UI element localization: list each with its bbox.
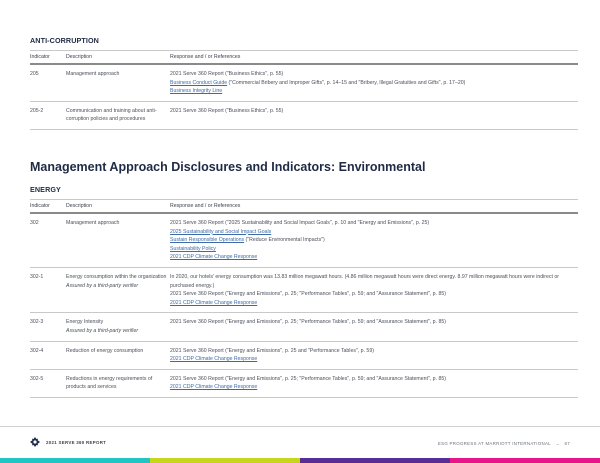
response-cell <box>170 213 578 267</box>
reference-link[interactable]: Business Integrity Line <box>170 88 223 95</box>
description-text: Management approach <box>66 219 120 226</box>
footer-report-title: 2021 SERVE 360 REPORT <box>46 439 107 445</box>
reference-link[interactable]: 2025 Sustainability and Social Impact Goals <box>170 228 272 235</box>
color-bar-lime <box>150 458 300 463</box>
reference-text: ("Commercial Bribery and Improper Gifts", p. 14–15 and "Bribery, Illegal Gratuities and Gifts", p. 17–20) <box>227 79 466 86</box>
response-line <box>170 273 578 290</box>
header-description: Description <box>66 54 92 60</box>
table-header <box>30 199 578 213</box>
indicator-code: 302-3 <box>30 319 44 326</box>
indicator-code: 302-1 <box>30 273 44 280</box>
response-line <box>170 219 578 228</box>
reference-text: 2021 Serve 360 Report ("2025 Sustainability and Social Impact Goals", p. 10 and "Energy and Emissions", p. 25) <box>170 219 430 226</box>
reference-link[interactable]: Sustain Responsible Operations <box>170 237 245 244</box>
color-bar-purple <box>300 458 450 463</box>
footer-divider <box>0 426 600 427</box>
response-cell <box>170 267 578 312</box>
assured-note: Assured by a third-party verifier <box>66 327 139 334</box>
indicator-description <box>66 313 170 341</box>
table-row <box>30 267 578 312</box>
indicator-code: 302-4 <box>30 347 44 354</box>
response-line <box>170 375 578 384</box>
anti-corruption-label: ANTI-CORRUPTION <box>30 36 99 45</box>
header-response: Response and / or References <box>170 54 241 60</box>
reference-text: 2021 Serve 360 Report ("Energy and Emissions", p. 25 and "Performance Tables", p. 59) <box>170 347 374 354</box>
reference-text: ("Reduce Environmental Impacts") <box>244 237 325 244</box>
response-line <box>170 299 578 308</box>
reference-text: 2021 Serve 360 Report ("Business Ethics", p. 55) <box>170 107 284 114</box>
description-text: Energy Intensity <box>66 319 104 326</box>
table-header <box>30 51 578 65</box>
header-indicator: Indicator <box>30 54 50 60</box>
page-content <box>30 0 578 398</box>
reference-text: In 2020, our hotels' energy consumption was 13.83 million megawatt hours. (4.86 million megawatt hours were direct energy. 8.97 million megawatt hours were indirect or purchased energy.) <box>170 273 559 289</box>
indicator-code: 302-5 <box>30 375 44 382</box>
reference-text: 2021 Serve 360 Report ("Energy and Emissions", p. 25; "Performance Tables", p. 59; and "Assurance Statement", p. 85) <box>170 291 446 298</box>
indicator-description <box>66 213 170 267</box>
response-line <box>170 79 578 88</box>
footer-section-link[interactable]: ESG PROGRESS AT MARRIOTT INTERNATIONAL <box>437 441 551 446</box>
description-text: Communication and training about anti-corruption policies and procedures <box>66 107 157 123</box>
response-line <box>170 383 578 392</box>
section-title: Management Approach Disclosures and Indicators: Environmental <box>30 159 426 174</box>
description-text: Management approach <box>66 71 120 77</box>
table-row <box>30 213 578 267</box>
table-row <box>30 64 578 101</box>
color-bar-magenta <box>450 458 600 463</box>
response-line <box>170 236 578 245</box>
response-cell <box>170 101 578 129</box>
assured-note: Assured by a third-party verifier <box>66 282 139 289</box>
indicator-description <box>66 369 170 397</box>
header-response: Response and / or References <box>170 202 241 209</box>
energy-label: ENERGY <box>30 184 61 194</box>
table-row <box>30 369 578 397</box>
header-description: Description <box>66 202 92 209</box>
energy-table <box>30 199 578 398</box>
footer-nav[interactable] <box>438 441 570 446</box>
indicator-code: 205-2 <box>30 107 44 114</box>
indicator-description <box>66 64 170 101</box>
footer-brand <box>30 437 106 447</box>
response-line <box>170 245 578 254</box>
description-text: Reductions in energy requirements of products and services <box>66 375 153 391</box>
indicator-code: 205 <box>30 71 39 77</box>
reference-link[interactable]: 2021 CDP Climate Change Response <box>170 384 258 391</box>
reference-link[interactable]: 2021 CDP Climate Change Response <box>170 254 258 261</box>
response-cell <box>170 64 578 101</box>
response-line <box>170 318 578 327</box>
response-line <box>170 347 578 356</box>
indicator-description <box>66 341 170 369</box>
arrow-right-icon: → <box>555 441 560 446</box>
response-line <box>170 228 578 237</box>
indicator-description <box>66 101 170 129</box>
response-cell <box>170 313 578 341</box>
reference-link[interactable]: Business Conduct Guide <box>170 79 228 86</box>
anti-corruption-table <box>30 50 578 130</box>
page-number: 67 <box>564 441 570 446</box>
response-line <box>170 253 578 262</box>
reference-link[interactable]: Sustainability Policy <box>170 245 216 252</box>
response-line <box>170 107 578 116</box>
response-line <box>170 290 578 299</box>
reference-text: 2021 Serve 360 Report ("Energy and Emissions", p. 25; "Performance Tables", p. 59; and "Assurance Statement", p. 85) <box>170 375 446 382</box>
indicator-description <box>66 267 170 312</box>
table-row <box>30 101 578 129</box>
color-bar-teal <box>0 458 150 463</box>
reference-link[interactable]: 2021 CDP Climate Change Response <box>170 356 258 363</box>
indicator-code: 302 <box>30 219 39 226</box>
table-row <box>30 313 578 341</box>
response-line <box>170 87 578 96</box>
header-indicator: Indicator <box>30 202 50 209</box>
table-row <box>30 341 578 369</box>
reference-text: 2021 Serve 360 Report ("Business Ethics", p. 55) <box>170 71 284 77</box>
reference-link[interactable]: 2021 CDP Climate Change Response <box>170 299 258 306</box>
response-cell <box>170 369 578 397</box>
description-text: Reduction of energy consumption <box>66 347 144 354</box>
response-line <box>170 70 578 79</box>
description-text: Energy consumption within the organization <box>66 273 167 280</box>
reference-text: 2021 Serve 360 Report ("Energy and Emissions", p. 25; "Performance Tables", p. 59; and "Assurance Statement", p. 85) <box>170 319 446 326</box>
serve360-logo-icon <box>30 437 40 447</box>
response-cell <box>170 341 578 369</box>
response-line <box>170 355 578 364</box>
